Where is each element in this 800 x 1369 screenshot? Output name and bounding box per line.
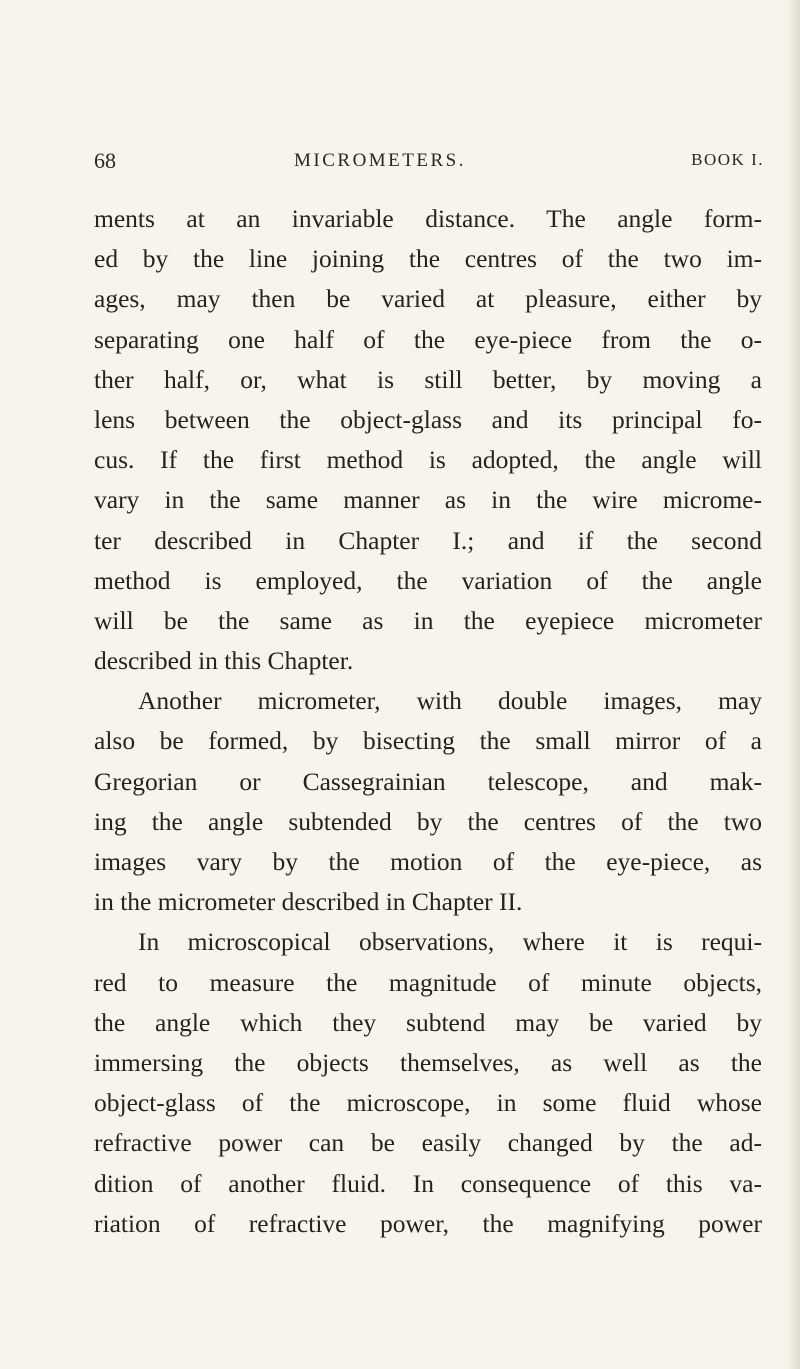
text-line: will be the same as in the eyepiece micrometer xyxy=(94,605,762,635)
text-line: separating one half of the eye-piece from the o- xyxy=(94,324,762,354)
text-line: refractive power can be easily changed by the ad- xyxy=(94,1128,762,1158)
text-line: red to measure the magnitude of minute objects, xyxy=(94,967,762,997)
text-line: dition of another fluid. In consequence of this va- xyxy=(94,1168,762,1198)
text-line: In microscopical observations, where it is requi- xyxy=(138,927,762,957)
page-edge-shadow xyxy=(786,0,800,1369)
text-line: lens between the object-glass and its principal fo- xyxy=(94,404,762,434)
text-line: images vary by the motion of the eye-piece, as xyxy=(94,847,762,876)
text-line: riation of refractive power, the magnifying power xyxy=(94,1208,762,1238)
text-line: described in this Chapter. xyxy=(94,646,354,676)
text-line: immersing the objects themselves, as well as the xyxy=(94,1047,762,1077)
body-text xyxy=(94,199,762,1244)
text-line: also be formed, by bisecting the small mirror of a xyxy=(94,726,762,756)
page-number: 68 xyxy=(94,148,116,173)
text-line: ter described in Chapter I.; and if the second xyxy=(94,525,762,555)
text-line: in the micrometer described in Chapter II. xyxy=(94,887,523,917)
text-line: ages, may then be varied at pleasure, either by xyxy=(94,284,762,314)
text-line: method is employed, the variation of the angle xyxy=(94,565,762,595)
text-line: ing the angle subtended by the centres of the two xyxy=(94,806,762,836)
text-line: ed by the line joining the centres of the two im- xyxy=(94,244,762,274)
text-line: vary in the same manner as in the wire microme- xyxy=(94,485,762,515)
text-line: cus. If the first method is adopted, the angle will xyxy=(94,445,762,475)
text-line: Gregorian or Cassegrainian telescope, and mak- xyxy=(94,766,762,796)
text-line: ther half, or, what is still better, by moving a xyxy=(94,364,762,394)
text-line: ments at an invariable distance. The angle form- xyxy=(94,204,762,233)
running-header xyxy=(94,148,764,178)
running-title: MICROMETERS. xyxy=(294,150,466,171)
text-line: object-glass of the microscope, in some fluid whose xyxy=(94,1088,762,1118)
text-line: the angle which they subtend may be varied by xyxy=(94,1007,762,1037)
book-label: BOOK I. xyxy=(691,150,764,169)
text-line: Another micrometer, with double images, may xyxy=(138,686,762,716)
